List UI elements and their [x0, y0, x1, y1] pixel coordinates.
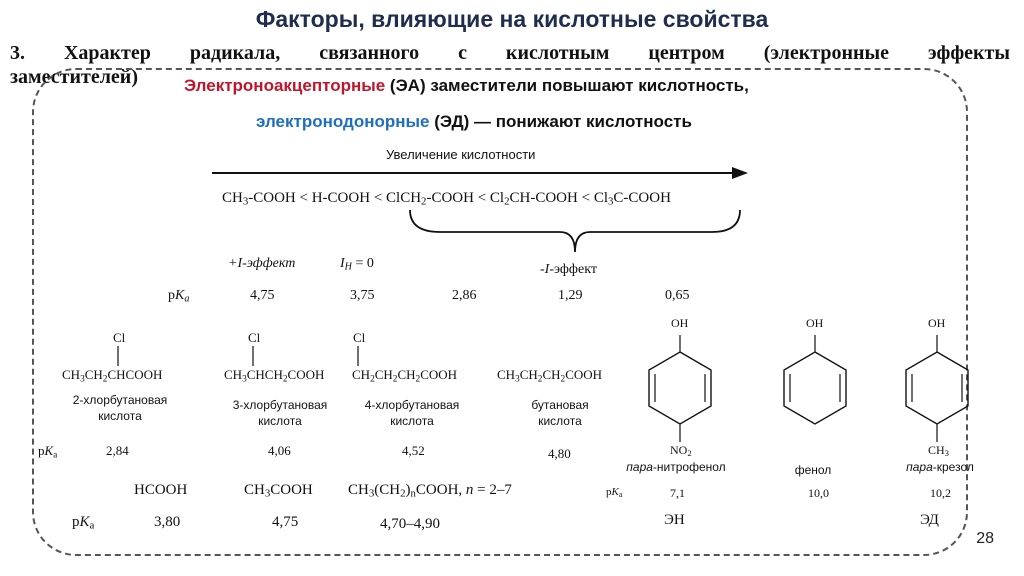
ed-term: электронодонорные [256, 112, 430, 131]
acid-dichloroacetic: $Cl_2CH$-COOH [489, 190, 578, 208]
pka-trichloroacetic: 0,65 [665, 288, 690, 303]
formula-homolog: $CH_3(CH_2)_nCOOH$, n = 2–7 [348, 482, 512, 500]
pka-formic: 3,75 [350, 288, 375, 303]
ea-term: Электроноакцепторные [184, 76, 386, 95]
acid-trichloroacetic: $Cl_3C$-COOH [593, 190, 671, 208]
acid-formic: H-COOH [311, 190, 371, 206]
name-2-chlorobutanoic: 2-хлорбутановая [72, 393, 168, 407]
slide-title: Факторы, влияющие на кислотные свойства [255, 6, 769, 32]
name2-3-chlorobutanoic: кислота [258, 414, 302, 428]
en-label: ЭН [664, 512, 685, 528]
series-pka-label: $pK_a$ [168, 288, 190, 305]
acid-acetic: $CH_3$-COOH [222, 190, 296, 208]
ed-rest: (ЭД) — понижают кислотность [429, 112, 692, 131]
cl-label-1: Cl [113, 330, 126, 345]
phenol-ring [784, 335, 846, 424]
series-lt: < [373, 190, 383, 206]
acid-chloroacetic: ClCH$_2$-COOH [386, 190, 474, 208]
pka-phenol: 10,0 [808, 486, 829, 500]
butanoic-pka-label: $pK_a$ [38, 443, 58, 461]
pka-homolog: 4,70–4,90 [380, 516, 440, 532]
formula-butanoic: $CH_3CH_2CH_2COOH$ [497, 367, 603, 385]
name-para-nitrophenol: пара-нитрофенол [626, 460, 726, 474]
para-nitrophenol-ring [649, 335, 711, 442]
oh-label-nitrophenol: OH [671, 316, 689, 330]
name-butanoic: бутановая [531, 398, 589, 412]
pka-2-chlorobutanoic: 2,84 [106, 443, 129, 458]
series-lt: < [299, 190, 308, 206]
phenol-pka-label: $pK_a$ [606, 486, 623, 499]
formula-4-chlorobutanoic: $CH_2CH_2CH_2COOH$ [352, 367, 458, 385]
oh-label-phenol: OH [806, 316, 824, 330]
cl-label-2: Cl [248, 330, 261, 345]
name2-2-chlorobutanoic: кислота [98, 409, 142, 423]
homolog-pka-label: $pK_a$ [72, 514, 95, 532]
pka-para-cresol: 10,2 [930, 486, 951, 500]
ed-label: ЭД [920, 512, 939, 528]
acidity-increase-label: Увеличение кислотности [386, 147, 536, 162]
pka-acetic-2: 4,75 [272, 514, 299, 530]
formula-2-chlorobutanoic: $CH_3CH_2CHCOOH$ [62, 367, 163, 385]
formula-3-chlorobutanoic: $CH_3CHCH_2COOH$ [224, 367, 325, 385]
section-heading: 3. Характер радикала, связанного с кислотным центром (электронные эффекты [10, 42, 1010, 64]
name-3-chlorobutanoic: 3-хлорбутановая [232, 398, 328, 412]
pka-acetic: 4,75 [250, 288, 275, 303]
formula-acetic: $CH_3COOH$ [244, 482, 313, 500]
cl-label-3: Cl [353, 330, 366, 345]
name-4-chlorobutanoic: 4-хлорбутановая [364, 398, 460, 412]
ch3-label: $CH_3$ [928, 443, 949, 459]
no2-label: $NO_2$ [670, 443, 692, 459]
oh-label-cresol: OH [928, 316, 946, 330]
name2-4-chlorobutanoic: кислота [390, 414, 434, 428]
page-number: 28 [976, 530, 994, 547]
minus-i-effect-label: -I-эффект [540, 262, 597, 277]
series-lt: < [581, 190, 591, 206]
section-heading-cont: заместителей) [10, 66, 138, 88]
series-lt: < [477, 190, 487, 206]
para-cresol-ring [906, 335, 968, 442]
pka-chloroacetic: 2,86 [452, 288, 477, 303]
ih-zero-label: $I_H = 0$ [340, 256, 374, 273]
pka-para-nitrophenol: 7,1 [670, 486, 685, 500]
pka-3-chlorobutanoic: 4,06 [268, 443, 291, 458]
formula-formic: HCOOH [134, 482, 188, 498]
pka-dichloroacetic: 1,29 [558, 288, 583, 303]
name2-butanoic: кислота [538, 414, 582, 428]
plus-i-effect-label: +I-эффект [228, 256, 296, 271]
pka-butanoic: 4,80 [548, 446, 571, 461]
ea-rest: (ЭА) заместители повышают кислотность, [385, 76, 749, 95]
name-para-cresol: пара-крезол [906, 460, 974, 474]
pka-4-chlorobutanoic: 4,52 [402, 443, 425, 458]
name-phenol: фенол [794, 463, 832, 477]
pka-formic-2: 3,80 [154, 514, 181, 530]
